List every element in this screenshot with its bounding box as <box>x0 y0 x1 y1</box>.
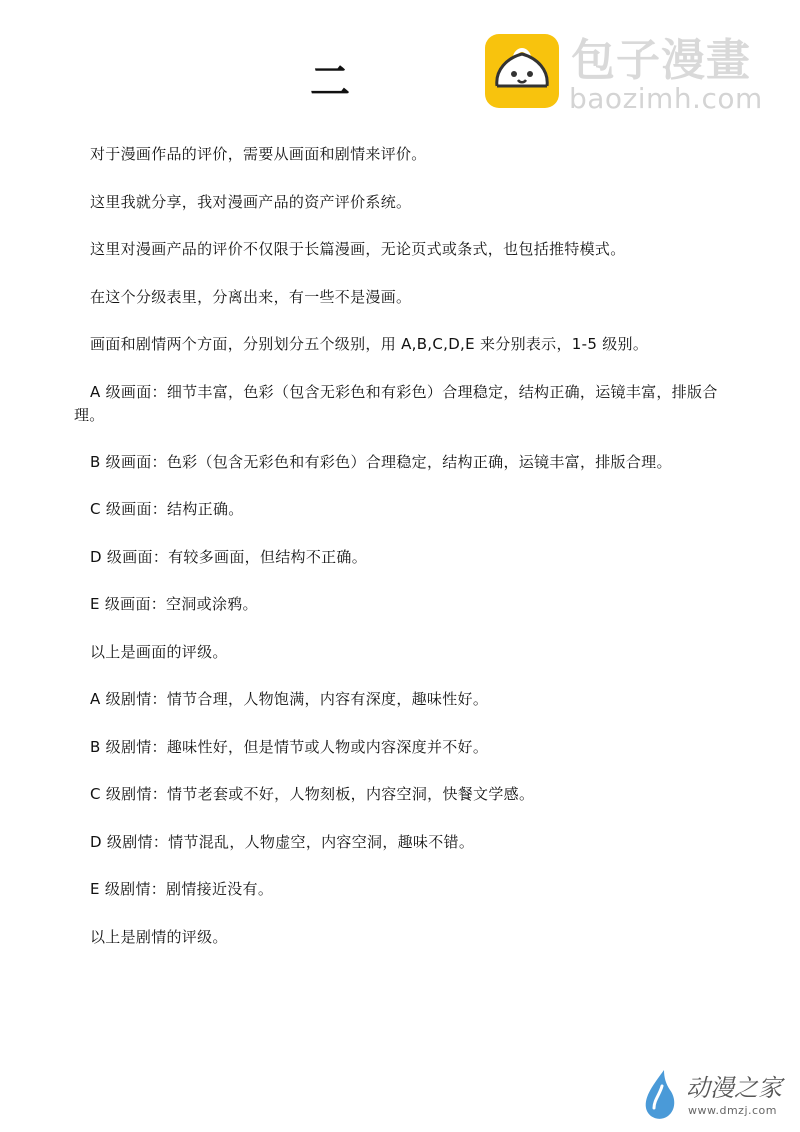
site-logo <box>485 34 785 114</box>
logo-url: baozimh.com <box>569 82 763 115</box>
logo-brand-name: 包子漫畫 <box>571 35 751 86</box>
paragraph: 以上是剧情的评级。 <box>90 927 228 946</box>
paragraph: C 级剧情：情节老套或不好，人物刻板，内容空洞，快餐文学感。 <box>90 785 535 803</box>
paragraph: 这里对漫画产品的评价不仅限于长篇漫画，无论页式或条式，也包括推特模式。 <box>90 240 626 258</box>
page-title: 二 <box>310 59 350 105</box>
paragraph: C 级画面：结构正确。 <box>90 500 244 518</box>
paragraph: E 级画面：空洞或涂鸦。 <box>90 595 258 613</box>
article-body <box>74 143 734 973</box>
paragraph: A 级剧情：情节合理，人物饱满，内容有深度，趣味性好。 <box>90 690 489 708</box>
watermark-url: www.dmzj.com <box>688 1104 777 1117</box>
paragraph: D 级画面：有较多画面，但结构不正确。 <box>90 547 368 566</box>
paragraph: 对于漫画作品的评价，需要从画面和剧情来评价。 <box>90 145 427 163</box>
paragraph: D 级剧情：情节混乱，人物虚空，内容空洞，趣味不错。 <box>90 832 475 851</box>
bun-mascot-icon <box>485 34 559 108</box>
watermark-brand-name: 动漫之家 <box>686 1074 782 1102</box>
water-drop-icon <box>640 1068 680 1122</box>
paragraph: B 级剧情：趣味性好，但是情节或人物或内容深度并不好。 <box>90 737 489 756</box>
paragraph: A 级画面：细节丰富，色彩（包含无彩色和有彩色）合理稳定，结构正确，运镜丰富，排版合理。 <box>74 382 718 424</box>
paragraph: 这里我就分享，我对漫画产品的资产评价系统。 <box>90 192 412 211</box>
paragraph: E 级剧情：剧情接近没有。 <box>90 880 274 898</box>
paragraph: 在这个分级表里，分离出来，有一些不是漫画。 <box>90 287 412 306</box>
watermark <box>640 1068 790 1124</box>
paragraph: 画面和剧情两个方面，分别划分五个级别，用 A,B,C,D,E 来分别表示，1-5 级别。 <box>90 335 649 353</box>
paragraph: B 级画面：色彩（包含无彩色和有彩色）合理稳定，结构正确，运镜丰富，排版合理。 <box>90 452 672 471</box>
paragraph: 以上是画面的评级。 <box>90 642 228 661</box>
